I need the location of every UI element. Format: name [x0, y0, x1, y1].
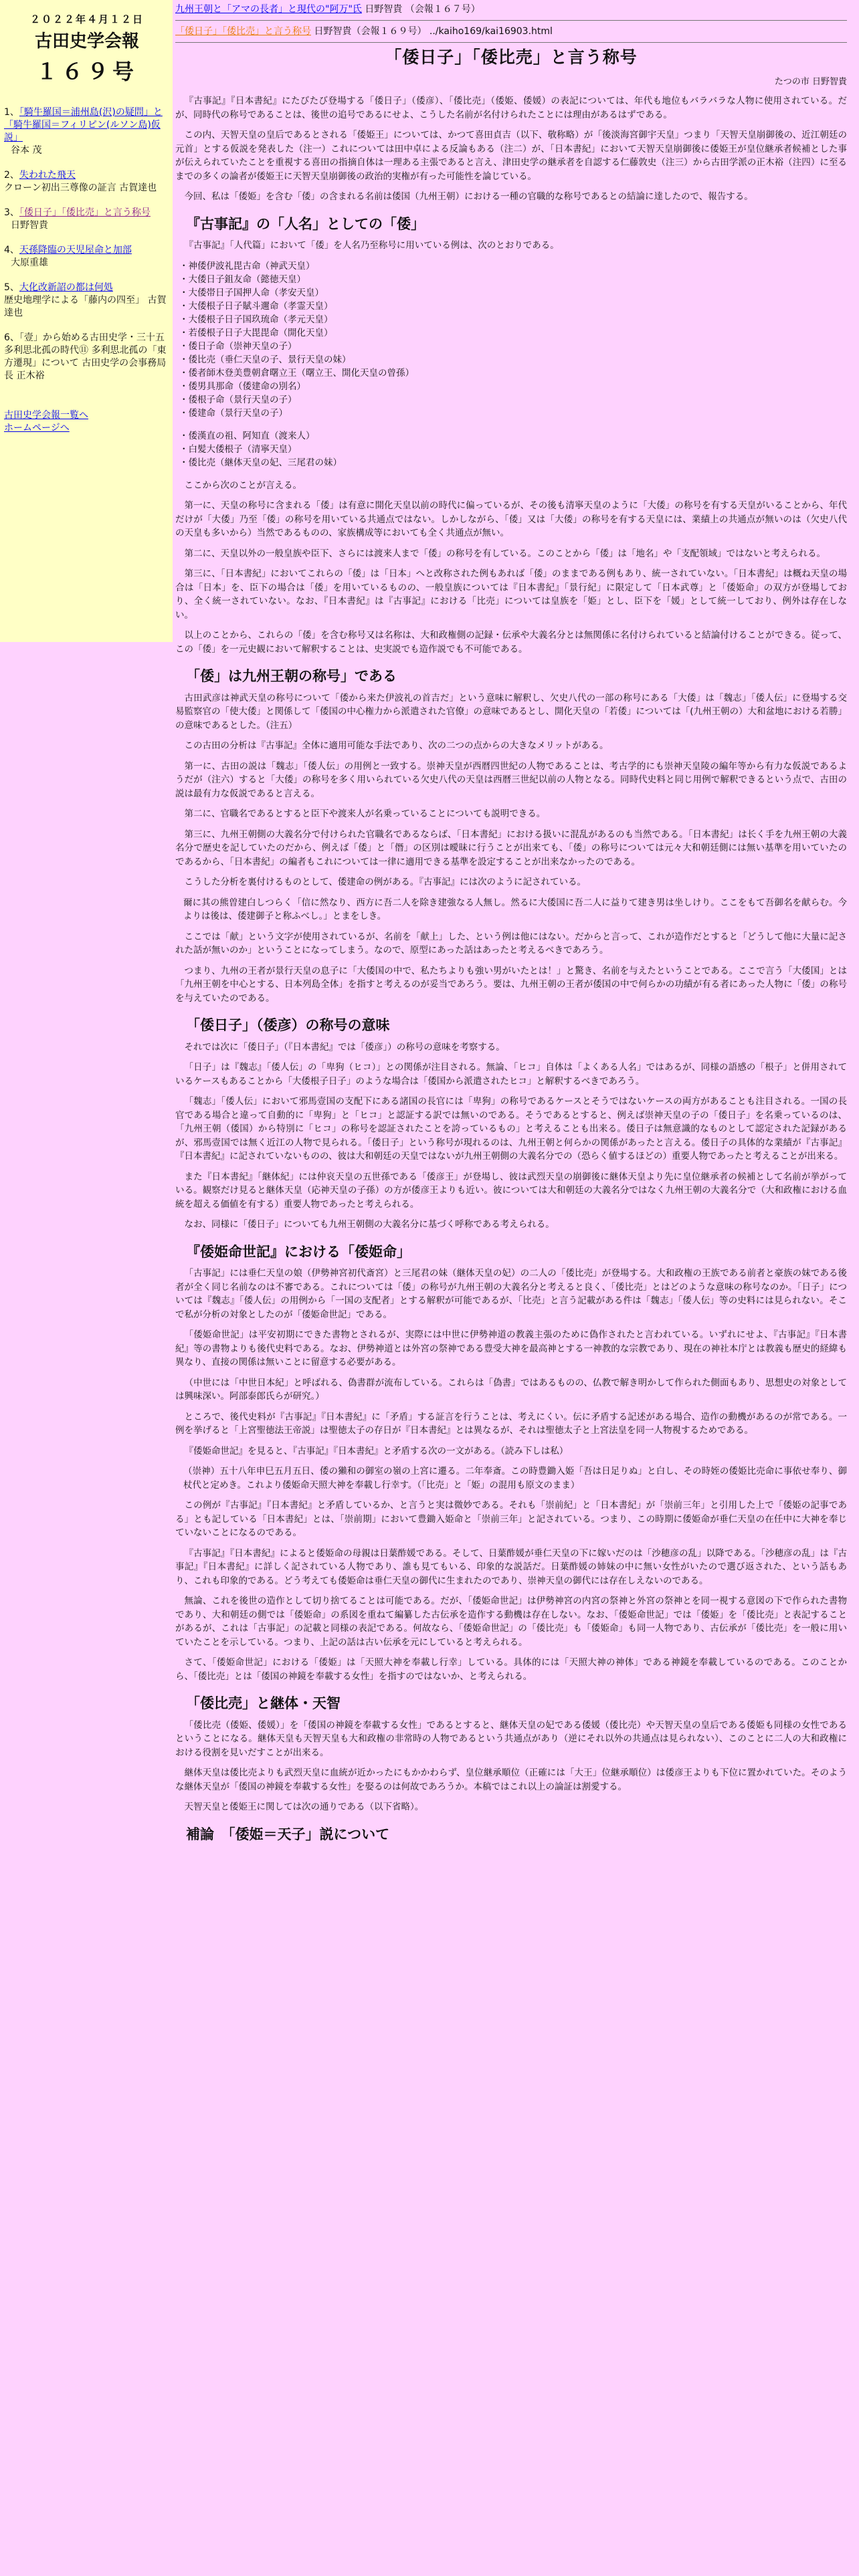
- issue-date: ２０２２年４月１２日: [29, 13, 144, 25]
- toc-author: クローン初出三尊像の証言 古賀達也: [4, 183, 157, 193]
- paragraph: こうした分析を裏付けるものとして、倭建命の例がある。『古事記』には次のように記されている。: [184, 877, 586, 887]
- paragraph: それでは次に「倭日子」（『日本書紀』では「倭彦」）の称号の意味を考察する。: [184, 1041, 505, 1053]
- kaiho-index-link[interactable]: 古田史学会報一覧へ: [4, 410, 88, 421]
- article-main: [173, 0, 859, 1849]
- quotation: 爾に其の熊曽建白しつらく「信に然なり、西方に吾二人を除き建強なる人無し。然るに大倭国に吾二人に益りて建き男は坐しけり。ここをもて吾御名を献らむ。今よりは後は、倭建御子と称ふべし。」とまをしき。: [183, 897, 847, 922]
- list-item: ・倭者師木登美豊朝倉曙立王（曙立王、開化天皇の曾孫）: [179, 367, 414, 379]
- toc-author: 日野智貴: [11, 220, 48, 231]
- list-item: ・大倭日子鉏友命（懿徳天皇）: [179, 274, 306, 285]
- toc-link[interactable]: 「騎牛羅国＝浦州島(沢)の疑問」と「騎牛羅国＝フィリピン(ルソン島)仮説」: [4, 107, 163, 143]
- divider: [175, 20, 847, 21]
- publication-name: 古田史学会報: [34, 31, 139, 51]
- list-item: ・白髪大倭根子（清寧天皇）: [179, 443, 297, 455]
- section-heading: 『古事記』の「人名」としての「倭」: [186, 215, 425, 232]
- section-heading: 補論 「倭姫＝天子」説について: [186, 1826, 390, 1842]
- homepage-link[interactable]: ホームページへ: [4, 423, 70, 433]
- toc-number: 2、: [4, 170, 19, 181]
- paragraph: ところで、後代史料が『古事記』『日本書紀』に「矛盾」する証言を行うことは、考えにくい。伝に矛盾する記述がある場合、造作の動機があるのが常である。一例を挙げると「上宮聖徳法王帝説」は聖徳太子の存日が『日本書紀』とは異なるが、それは聖徳太子と上宮法皇を同一人物視するためである。: [175, 1411, 847, 1436]
- toc-number: 4、: [4, 245, 19, 255]
- paragraph: 「魏志」「倭人伝」において邪馬壹国の支配下にある諸国の長官には「卑狗」の称号であるケースとそうではないケースの両方があることも注目される。一国の長官である場合と違って自動的に「卑狗」と「ヒコ」と認証する訳では無いのである。そうであるとすると、例えば崇神天皇の子の「倭日子」を名乗っているのは、「九州王朝（倭国）から特別に「ヒコ」の称号を認証されたことを誇っているもの」と考えることも出来る。倭日子は無意識的なものとして認定された記録があるが、邪馬壹国では無く近江の人物で見られる。「倭日子」という称号が現れるのは、九州王朝と何らかの関係があったと言える。倭日子の具体的な業績が『古事記』『日本書紀』に記されていないものの、彼は大和朝廷の天皇ではないが九州王朝側の大義名分での（恐らく値するほどの）重要人物であったと考えることが出来る。: [175, 1096, 847, 1162]
- paragraph: 「倭姫命世記」は平安初期にできた書物とされるが、実際には中世に伊勢神道の教義主張のために偽作されたと言われている。いずれにせよ、『古事記』『日本書紀』等の書物よりも後代史料である。なお、伊勢神道とは外宮の祭神である豊受大神を最高神とする一神教的な宗教であり、現在の神社本庁とは教義も歴史的経緯も異なり、直接の関係は無いことに留意する必要がある。: [175, 1329, 847, 1368]
- current-article-meta: 日野智貴（会報１６９号） ../kaiho169/kai16903.html: [311, 26, 553, 37]
- paragraph: 第一に、古田の説は「魏志」「倭人伝」の用例と一致する。崇神天皇が西暦四世紀の人物であることは、考古学的にも崇神天皇陵の編年等から有力な仮説であるようだが（注六）すると「大倭」の称号を多く用いられている欠史八代の天皇は西暦三世紀以前の人物となる。同時代史料と同じ用例で解釈できるという点で、古田の説は最有力な仮説であると言える。: [175, 760, 847, 799]
- article-title: 「倭日子」「倭比売」と言う称号: [385, 47, 638, 67]
- paragraph: この例が『古事記』『日本書紀』と矛盾しているか、と言うと実は微妙である。それも「崇前紀」と「日本書紀」が「崇前三年」と引用した上で「倭姫の記事である」とも記している「日本書紀」とは、「崇前期」において豊鋤入姫命と「崇前三年」と記されている。つまり、この時期に倭姫命が垂仁天皇の在任中に大神を奉じていないことになるのである。: [175, 1500, 847, 1538]
- paragraph: 第一に、天皇の称号に含まれる「倭」は有意に開化天皇以前の時代に偏っているが、その後も清寧天皇のように「大倭」の称号を有する天皇がいることから、年代だけが「大倭」乃至「倭」の称号を用いている共通点ではない。しかしながら、「倭」又は「大倭」の称号を有する天皇には、業績上の共通点が無いのは（欠史八代の天皇も多いから）当然であるものの、家族構成等においても全く共通点が無い。: [175, 500, 847, 538]
- paragraph: また『日本書紀』「継体紀」には仲哀天皇の五世孫である「倭彦王」が登場し、彼は武烈天皇の崩御後に継体天皇より先に皇位継承者の候補として名前が挙がっている。観察だけ見ると継体天皇（応神天皇の子孫）の方が倭彦王よりも近い。彼については大和朝廷の大義名分ではなく九州王朝の大義名分で（大和政権における血統を超える価値を有する）重要人物であったと考えられる。: [175, 1171, 847, 1210]
- paragraph: この古田の分析は『古事記』全体に適用可能な手法であり、次の二つの点からの大きなメリットがある。: [184, 740, 609, 751]
- paragraph: 第三に、九州王朝側の大義名分で付けられた官職名であるならば、「日本書紀」における扱いに混乱があるのも当然である。「日本書紀」は长く手を九州王朝の大義名分で歴史を記していたのだから、例えば「倭」と「僭」の区別は曖昧に行うことが出来ても、「倭」の称号については元々大和朝廷側には無い基準を用いていたのであるから、「日本書紀」の編者もこれについては一律に適用できる基準を設定することが出来なかったのである。: [175, 829, 847, 867]
- related-article-link[interactable]: 九州王朝と「アマの長者」と現代の"阿万"氏: [175, 4, 362, 15]
- list-item: ・大倭根子日子賦斗邇命（孝霊天皇）: [179, 300, 333, 312]
- quotation: （崇神）五十八年申巳五月五日、倭の獺和の御室の嶺の上宮に遷る。二年奉斎。この時豊鋤入姫「吾は日足りぬ」と白し、その時姪の倭姫比売命に事依せ奉り、御杖代と定めき。これより倭姫命天照大神を奉載し行幸す。（「比売」と「姫」の混用も原文のまま）: [183, 1466, 847, 1491]
- list-item: ・倭男具那命（倭建命の別名）: [179, 381, 306, 392]
- issue-number: １６９号: [35, 59, 138, 84]
- divider: [175, 42, 847, 43]
- toc-number: 3、: [4, 207, 19, 218]
- back-links: [4, 409, 170, 435]
- paragraph: 第二に、天皇以外の一般皇族や臣下、さらには渡来人まで「倭」の称号を有している。このことから「倭」は「地名」や「支配領域」ではないと考えられる。: [184, 548, 826, 559]
- paragraph: 第二に、官職名であるとすると臣下や渡来人が名乗っていることについても説明できる。: [184, 809, 546, 819]
- section-heading: 「倭日子」（倭彦）の称号の意味: [186, 1017, 390, 1033]
- toc-author: 歴史地理学による「藤内の四至」 古賀達也: [4, 295, 167, 318]
- related-article-meta: 日野智貴 （会報１６７号）: [361, 4, 480, 15]
- list-item: ・大倭帯日子国押人命（孝安天皇）: [179, 287, 324, 298]
- paragraph: さて、「倭姫命世記」における「倭姫」は「天照大神を奉載し行幸」している。具体的には「天照大神の神体」である神鏡を奉載しているのである。このことから、「倭比売」とは「倭国の神鏡を奉載する女性」を指すのではないか、と考えられる。: [175, 1657, 847, 1682]
- toc-link[interactable]: 失われた飛天: [19, 170, 76, 181]
- list-item: ・倭比売（垂仁天皇の子、景行天皇の妹）: [179, 354, 351, 365]
- toc-number: 1、: [4, 107, 19, 118]
- related-link-2: [175, 25, 847, 38]
- list-item: ・倭漢直の祖、阿知直（渡来人）: [179, 430, 315, 441]
- current-article-link[interactable]: 「倭日子」「倭比売」と言う称号: [175, 26, 311, 37]
- related-link-1: [175, 3, 847, 16]
- toc-link[interactable]: 天孫降臨の天児屋命と加部: [19, 245, 132, 255]
- sidebar: [0, 0, 173, 642]
- toc-item: [4, 207, 170, 232]
- paragraph: なお、同様に「倭日子」についても九州王朝側の大義名分に基づく呼称である考えられる。: [184, 1219, 555, 1230]
- paragraph: （中世には「中世日本紀」と呼ばれる、偽書群が流布している。これらは「偽書」ではあるものの、仏教で解き明かして作られた側面もあり、思想史の対象としては興味深い。阿部泰郎氏らが研究。）: [175, 1377, 847, 1402]
- list-item: ・倭建命（景行天皇の子）: [179, 407, 288, 419]
- paragraph: 継体天皇は倭比売よりも武烈天皇に血統が近かったにもかかわらず、皇位継承順位（正確には「大王」位継承順位）は倭彦王よりも下位に置かれていた。そのような継体天皇が「倭国の神鏡を奉載する女性」を娶るのは何故であろうか。本稿ではこれ以上の論証は割愛する。: [175, 1767, 847, 1792]
- toc-link[interactable]: 「倭日子」「倭比売」と言う称号: [19, 207, 151, 218]
- article-byline: たつの市 日野智貴: [774, 76, 847, 87]
- intro-paragraph: 『古事記』『日本書紀』にたびたび登場する「倭日子」（倭彦）、「倭比売」（倭姫、倭媛）の表記については、年代も地位もバラバラな人物に使用されている。だが、同時代の称号であることは、後世の追号であるにせよ、こうした名前が名付けられたことには理由があるはずである。: [175, 96, 847, 120]
- paragraph: 『古事記』『日本書紀』によると倭姫命の母親は日葉酢媛である。そして、日葉酢媛が垂仁天皇の下に嫁いだのは「沙穂彦の乱」以降である。「沙穂彦の乱」は『古事記』『日本書紀』に詳しく記されている人物であり、誰も見てもいる、印象的な説話だ。日葉酢媛の姉妹の中に無い女性がいたので選び返された、という話もあり、これも印象的である。どう考えても倭姫命は垂仁天皇の御代に生まれたのであり、崇神天皇の御代には存在しえないのである。: [175, 1547, 847, 1586]
- toc-item: [4, 332, 170, 383]
- intro-paragraph: 今回、私は「倭姫」を含む「倭」の含まれる名前は倭国（九州王朝）における一種の官職的な称号であるとの結論に達したので、報告する。: [184, 191, 753, 202]
- list-item: ・若倭根子日子大毘毘命（開化天皇）: [179, 327, 333, 338]
- paragraph: 以上のことから、これらの「倭」を含む称号又は名称は、大和政権側の記録・伝承や大義名分とは無関係に名付けられていると結論付けることができる。従って、この「倭」を一元史観において解釈することは、史実説でも造作説でも不可能である。: [175, 630, 847, 655]
- list-item: ・倭日子命（崇神天皇の子）: [179, 340, 297, 352]
- paragraph: ここから次のことが言える。: [184, 479, 302, 491]
- paragraph: 「日子」は『魏志』「倭人伝」の「卑狗（ヒコ）」との関係が注目される。無論、「ヒコ」自体は「よくある人名」ではあるが、同様の語感の「根子」と併用されているケースもあることから「大倭根子日子」のような場合は「倭国から派遣されたヒコ」と解釈するべきであろう。: [175, 1062, 847, 1087]
- intro-paragraph: この内、天智天皇の皇后であるとされる「倭姫王」については、かつて喜田貞吉（以下、敬称略）が「後淡海宮御宇天皇」つまり「天智天皇崩御後の、近江朝廷の元首」とする仮説を発表した（注一）これについては田中卓による反論もある（注二）が、「日本書紀」において天智天皇崩御後に倭姫王が皇位継承者候補とした事が伝えられていたことを重視する喜田の指摘自体は一理ある主張であると言え、津田史学の継承者を自認する仁藤敦史（注三）から古田学派の正木裕（注四）に至るまでの多くの論者が倭姫王に天智天皇崩御後の政治的実権が有った可能性を論じている。: [175, 130, 847, 182]
- list-item: ・倭根子命（景行天皇の子）: [179, 394, 297, 405]
- name-list: [179, 429, 847, 469]
- paragraph: 「倭比売（倭姫、倭媛）」を「倭国の神鏡を奉載する女性」であるとすると、継体天皇の妃である倭媛（倭比売）や天智天皇の皇后である倭姫も同様の女性であるということになる。継体天皇も天智天皇も大和政権の非常時の人物であるという共通点があり（逆にそれ以外の共通点は見られない）、このことに二人の大和政権における役割を見いだすことが出来る。: [175, 1719, 847, 1758]
- toc-title: 「壹」から始める古田史学・三十五: [19, 332, 165, 343]
- toc-number: 5、: [4, 282, 19, 293]
- paragraph: 『古事記』「人代篇」において「倭」を人名乃至称号に用いている例は、次のとおりである。: [184, 240, 559, 251]
- toc-item: [4, 106, 170, 157]
- section-heading: 「倭」は九州王朝の称号」である: [186, 668, 397, 684]
- toc-item: [4, 282, 170, 320]
- toc-author: 大原重雄: [11, 257, 48, 268]
- toc-number: 6、: [4, 332, 19, 343]
- paragraph: 第三に、「日本書紀」においてこれらの「倭」は「日本」へと改称された例もあれば「倭」のままである例もあり、統一されていない。「日本書紀」は概ね天皇の場合は「日本」を、臣下の場合は「倭」を用いているものの、一般皇族については『日本書紀』「景行紀」に限定して「日本武尊」と「倭姫命」の双方が登場しており、全く統一されていない。なお、『日本書紀』は『古事記』における「比売」については皇族を「姫」とし、臣下を「媛」として統一しており、例外は存在しない。: [175, 568, 847, 621]
- paragraph: 「古事記」には垂仁天皇の娘（伊勢神宮初代斎宮）と三尾君の妹（継体天皇の妃）の二人の「倭比売」が登場する。大和政権の王族である前者と豪族の妹である後者が全く同じ名前なのは不審である。これについては「倭」の称号が九州王朝の大義名分と考えると良く、「倭比売」とはどのような意味の称号なのか。「日子」については『魏志』「倭人伝」の用例から「一国の支配者」とする解釈が可能であるが、「比売」と言う記載がある件は「魏志」「倭人伝」等の史料には見られない。そこで私が分析の対象としたのが「倭姫命世記」である。: [175, 1268, 847, 1320]
- section-heading: 『倭姫命世記』における「倭姫命」: [186, 1243, 411, 1260]
- toc-link[interactable]: 大化改新詔の都は何処: [19, 282, 113, 293]
- paragraph: 『倭姫命世記』を見ると、『古事記』『日本書紀』と矛盾する次の一文がある。（読み下しは私）: [184, 1445, 569, 1457]
- name-list: [179, 259, 847, 420]
- paragraph: つまり、九州の王者が景行天皇の息子に「大倭国の中で、私たちよりも強い男がいたとは！」と驚き、名前を与えたということである。ここで言う「大倭国」とは「九州王朝を中心とする、日本列島全体」を指すと考えるのが妥当であろう。要は、九州王朝の王者が倭国の中で何らかの功績が有る者にあった人物に「倭」の称号を与えていたのである。: [175, 965, 847, 1004]
- toc-author: 谷本 茂: [11, 145, 42, 156]
- section-heading: 「倭比売」と継体・天智: [186, 1695, 341, 1711]
- toc-author: 多利思北孤の時代⑪ 多利思北孤の「東方遷現」について 古田史学の会事務局長 正木裕: [4, 345, 167, 381]
- table-of-contents: [4, 106, 170, 383]
- list-item: ・倭比売（継体天皇の妃、三尾君の妹）: [179, 457, 342, 468]
- list-item: ・大倭根子日子国玖琉命（孝元天皇）: [179, 314, 333, 325]
- toc-item: [4, 244, 170, 270]
- paragraph: ここでは「献」という文字が使用されているが、名前を「献上」した、という例は他にはない。だからと言って、これが造作だとすると「どうして他に大量に記された話が無いのか」ということになってしまう。なので、原型にあった話はあったと考えるべきであろう。: [175, 931, 847, 956]
- list-item: ・神倭伊波礼毘古命（神武天皇）: [179, 260, 315, 272]
- paragraph: 天智天皇と倭姫王に関しては次の通りである（以下省略）。: [184, 1802, 424, 1812]
- toc-item: [4, 169, 170, 195]
- paragraph: 無論、これを後世の造作として切り捨てることは可能である。だが、「倭姫命世記」は伊勢神宮の内宮の祭神と外宮の祭神とを同一視する意図の下で作られた書物であり、大和朝廷の側では「倭姫命」の系図を重ねて編纂した古伝承を造作する動機は存在しない。なお、「倭姫命世記」では「倭姫」を「倭比売」と表記することがあるが、これは「古事記」の記載と同様の表記である。何故なら、「倭姫命世記」の「倭比売」も「倭姫命」も同一人物であり、古伝承が「倭比売」を一般に用いていたことを示している。つまり、上記の話は古い伝承を元にしていると考えられる。: [175, 1596, 847, 1648]
- paragraph: 古田武彦は神武天皇の称号について「倭から来た伊波礼の首吉だ」という意味に解釈し、欠史八代の一部の称号にある「大倭」は「魏志」「倭人伝」に登場する交易監察官の「使大倭」と関係して「倭国の中心権力から派遣された官僚」の意味であるとし、開化天皇の「若倭」については「(九州王朝の）大和盆地における若勝」の意味であるとした。（注五）: [175, 692, 847, 731]
